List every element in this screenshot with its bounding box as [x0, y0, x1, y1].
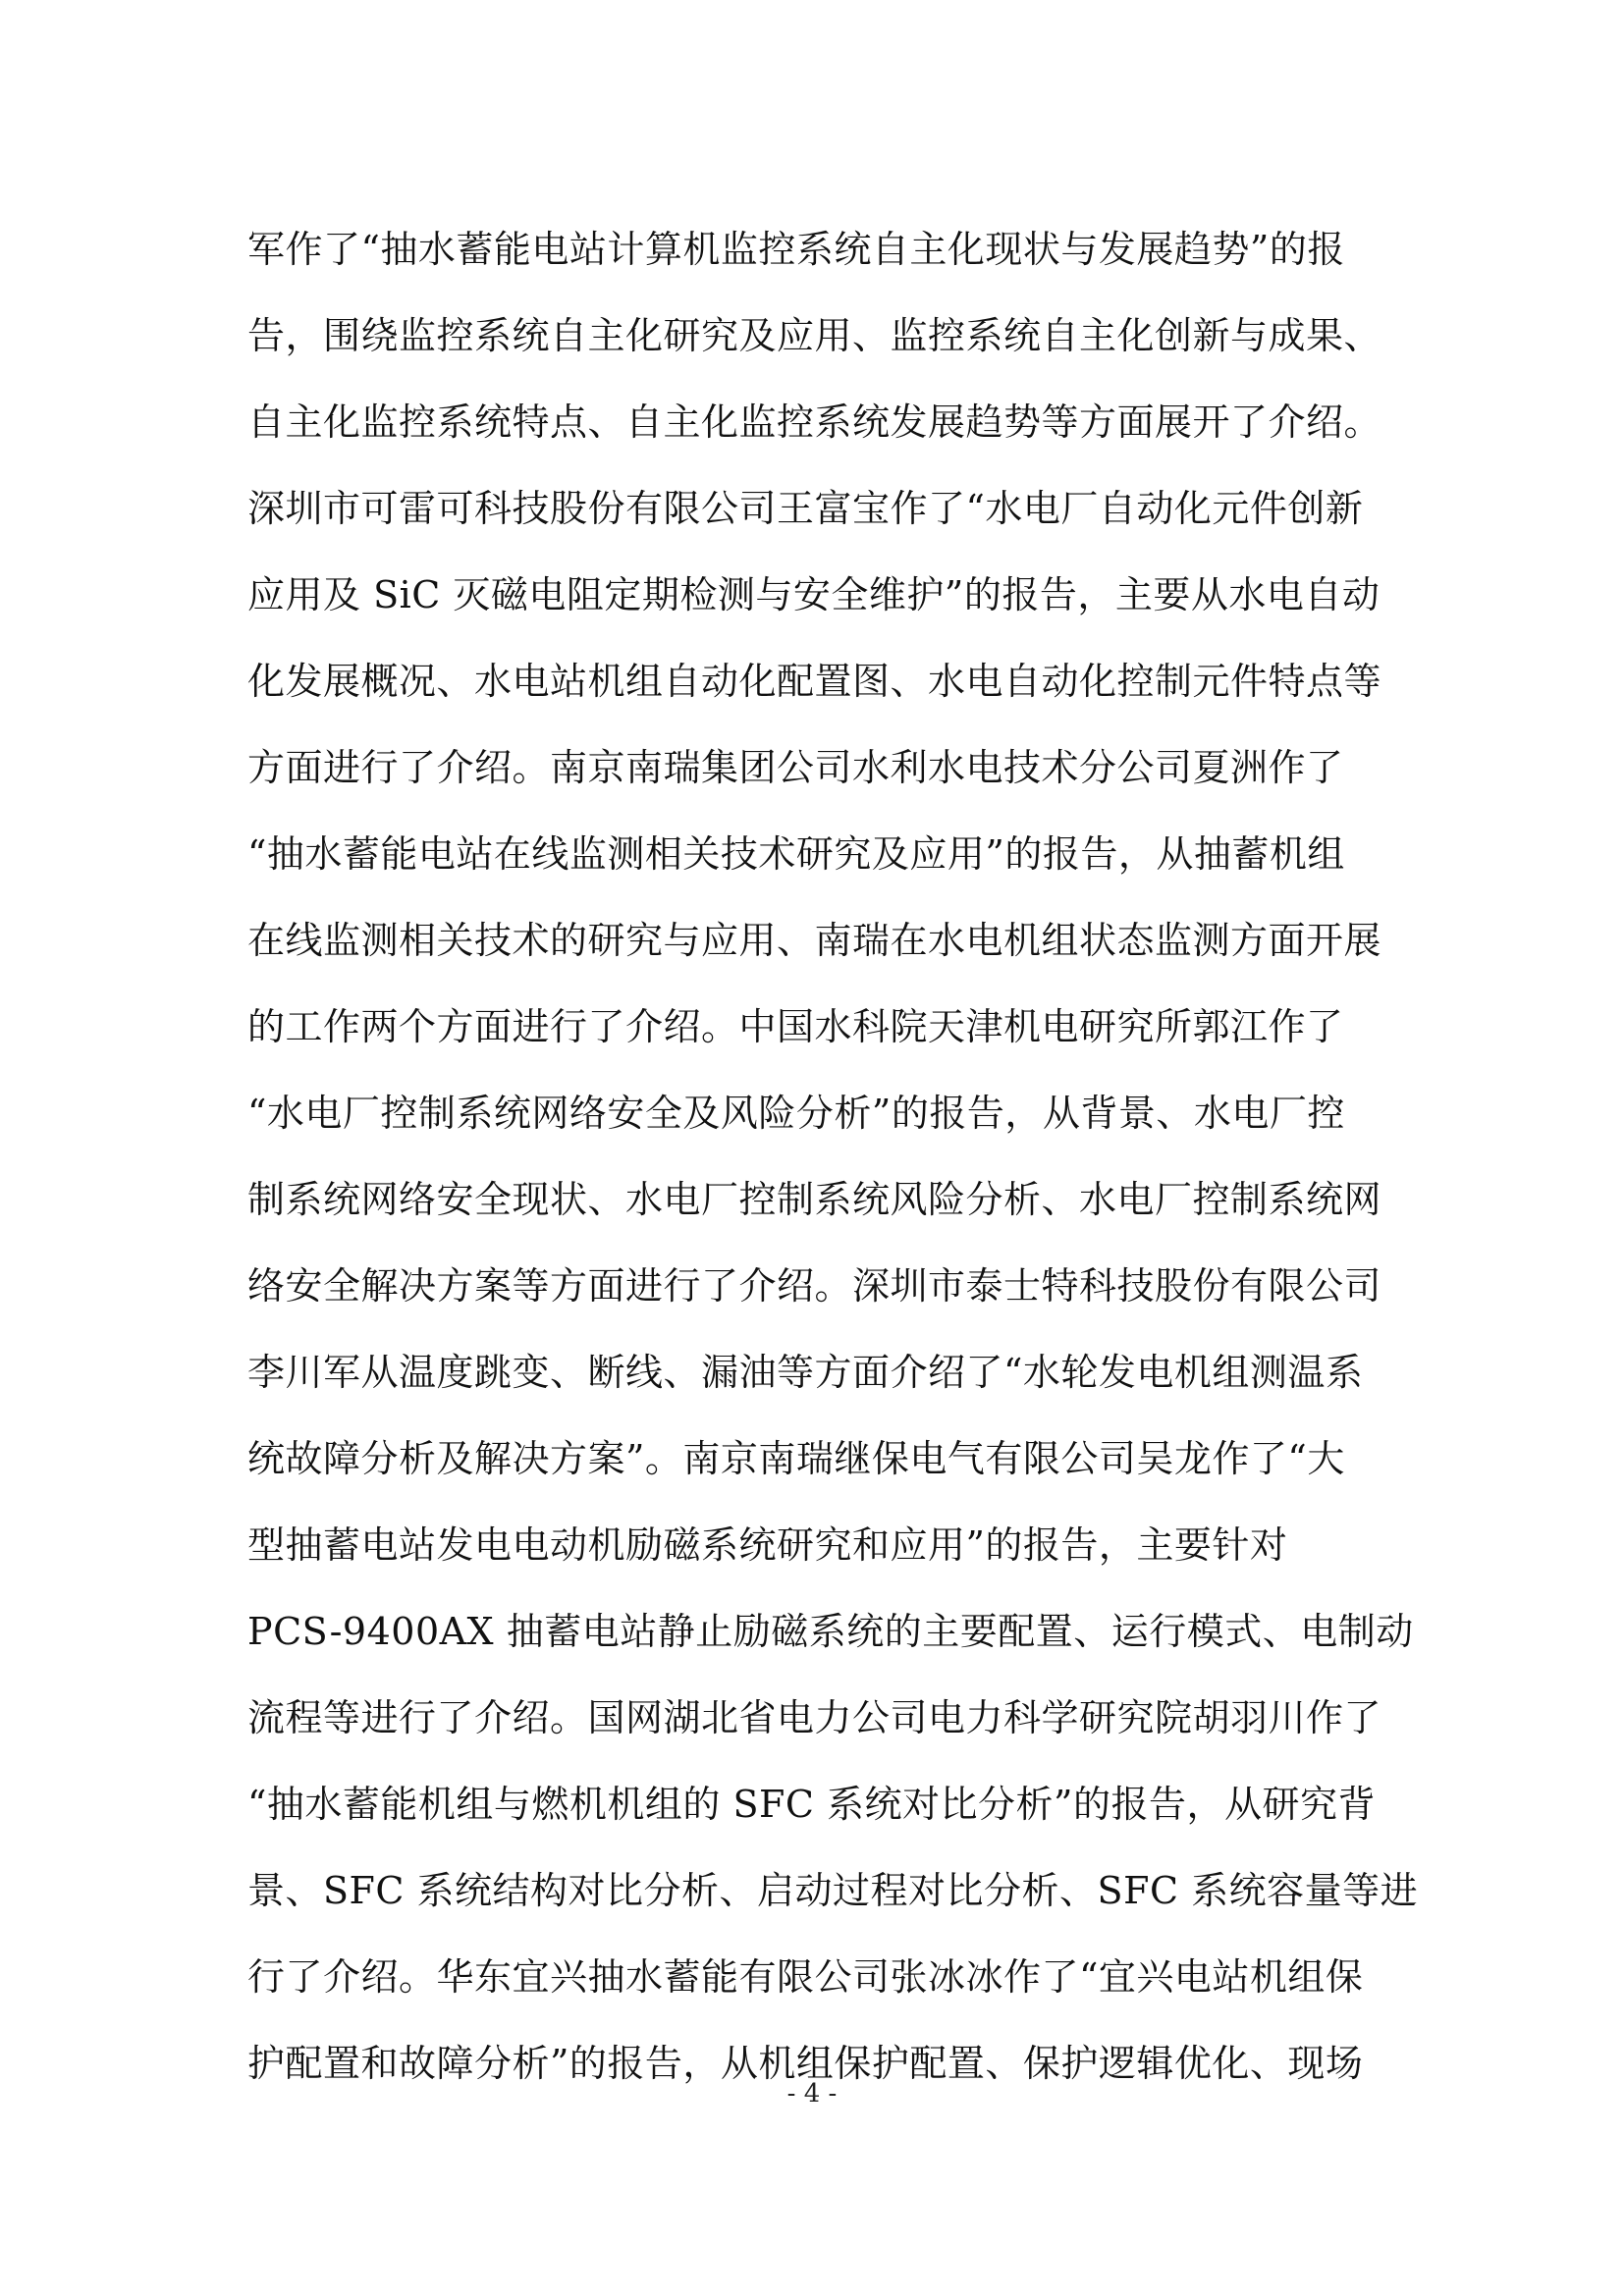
text-line: 方面进行了介绍。南京南瑞集团公司水利水电技术分公司夏洲作了	[247, 746, 1344, 789]
text-line: 自主化监控系统特点、自主化监控系统发展趋势等方面展开了介绍。	[247, 400, 1382, 444]
text-line: 流程等进行了介绍。国网湖北省电力公司电力科学研究院胡羽川作了	[247, 1696, 1382, 1739]
text-line: “抽水蓄能电站在线监测相关技术研究及应用”的报告，从抽蓄机组	[247, 832, 1345, 876]
text-line: “抽水蓄能机组与燃机机组的 SFC 系统对比分析”的报告，从研究背	[247, 1783, 1376, 1826]
text-line: 护配置和故障分析”的报告，从机组保护配置、保护逻辑优化、现场	[247, 2042, 1364, 2085]
text-line: 的工作两个方面进行了介绍。中国水科院天津机电研究所郭江作了	[247, 1005, 1344, 1048]
text-line: 在线监测相关技术的研究与应用、南瑞在水电机组状态监测方面开展	[247, 919, 1382, 962]
text-line: “水电厂控制系统网络安全及风险分析”的报告，从背景、水电厂控	[247, 1092, 1345, 1135]
text-line: 统故障分析及解决方案”。南京南瑞继保电气有限公司吴龙作了“大	[247, 1437, 1345, 1480]
text-line: 深圳市可雷可科技股份有限公司王富宝作了“水电厂自动化元件创新	[247, 487, 1364, 530]
text-line: 制系统网络安全现状、水电厂控制系统风险分析、水电厂控制系统网	[247, 1178, 1382, 1221]
body-text	[247, 206, 1419, 2107]
text-line: 化发展概况、水电站机组自动化配置图、水电自动化控制元件特点等	[247, 660, 1382, 703]
text-line: 告，围绕监控系统自主化研究及应用、监控系统自主化创新与成果、	[247, 314, 1382, 357]
text-line: PCS-9400AX 抽蓄电站静止励磁系统的主要配置、运行模式、电制动	[247, 1610, 1414, 1653]
text-line: 李川军从温度跳变、断线、漏油等方面介绍了“水轮发电机组测温系	[247, 1351, 1364, 1394]
text-line: 军作了“抽水蓄能电站计算机监控系统自主化现状与发展趋势”的报	[247, 228, 1345, 271]
text-line: 行了介绍。华东宜兴抽水蓄能有限公司张冰冰作了“宜兴电站机组保	[247, 1955, 1364, 1999]
page-number: - 4 -	[786, 2079, 838, 2109]
text-line: 景、SFC 系统结构对比分析、启动过程对比分析、SFC 系统容量等进	[247, 1869, 1419, 1912]
text-line: 应用及 SiC 灭磁电阻定期检测与安全维护”的报告，主要从水电自动	[247, 573, 1380, 616]
text-line: 络安全解决方案等方面进行了介绍。深圳市泰士特科技股份有限公司	[247, 1264, 1382, 1308]
text-line: 型抽蓄电站发电电动机励磁系统研究和应用”的报告，主要针对	[247, 1523, 1288, 1567]
